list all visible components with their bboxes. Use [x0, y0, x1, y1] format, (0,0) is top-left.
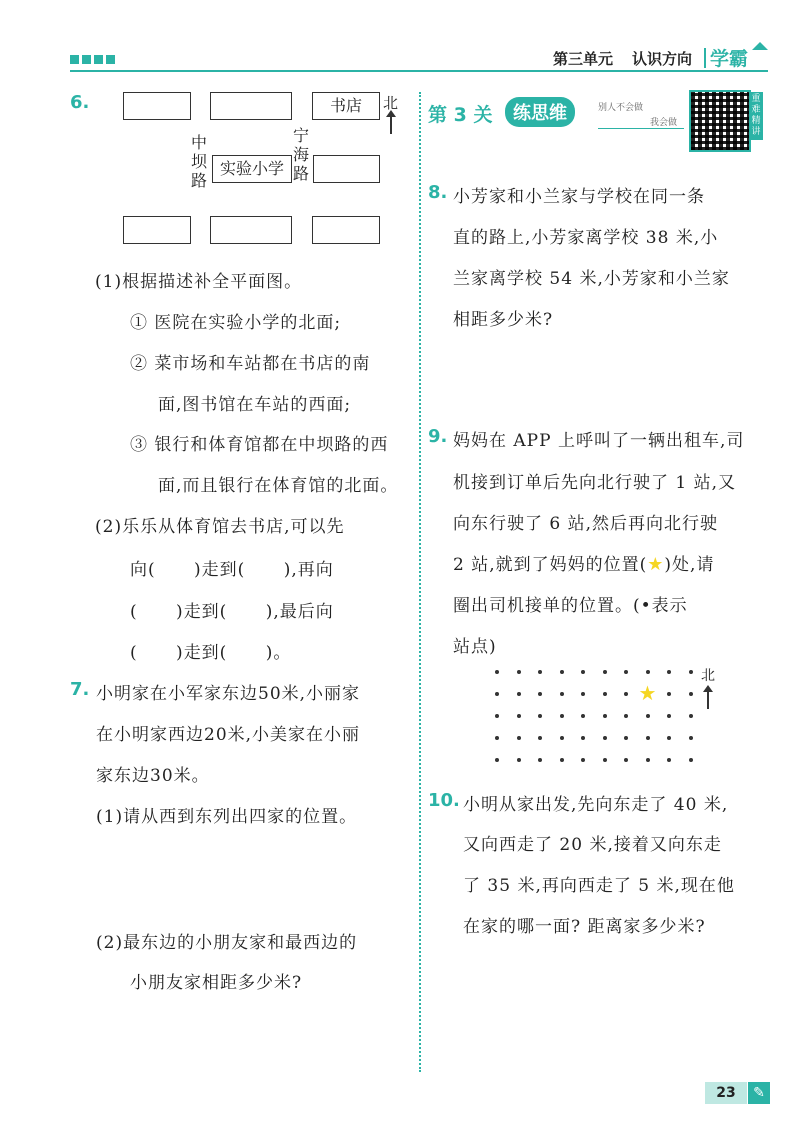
station-dot[interactable]	[538, 714, 542, 718]
station-dot[interactable]	[667, 714, 671, 718]
station-dot[interactable]	[646, 758, 650, 762]
q9-line4	[453, 550, 714, 575]
question-7-number: 7.	[70, 679, 90, 700]
question-9-number: 9.	[428, 426, 448, 447]
question-6-number: 6.	[70, 92, 90, 113]
level-underline	[598, 128, 684, 129]
station-dot[interactable]	[517, 670, 521, 674]
station-dot[interactable]	[560, 758, 564, 762]
north-label: 北	[383, 94, 399, 112]
grid-north-label: 北	[701, 668, 715, 684]
station-dot[interactable]	[581, 736, 585, 740]
map-box-blank[interactable]	[210, 216, 292, 244]
level-label: 第 3 关	[428, 104, 493, 126]
q6-item2a: ② 菜市场和车站都在书店的南	[130, 354, 371, 374]
q10-line3: 了 35 米,再向西走了 5 米,现在他	[463, 876, 735, 896]
q8-line2: 直的路上,小芳家离学校 38 米,小	[453, 228, 719, 248]
station-dot[interactable]	[581, 758, 585, 762]
header-square	[82, 55, 91, 64]
level-note-2: 我会做	[650, 118, 678, 128]
question-10-number: 10.	[428, 790, 460, 811]
header-rule	[70, 70, 768, 72]
question-8-number: 8.	[428, 182, 448, 203]
station-dot[interactable]	[667, 736, 671, 740]
q9-line1: 妈妈在 APP 上呼叫了一辆出租车,司	[453, 431, 745, 451]
north-arrow-head-icon	[386, 110, 396, 117]
station-dot[interactable]	[603, 714, 607, 718]
star-icon: ★	[647, 554, 665, 575]
station-dot[interactable]	[624, 714, 628, 718]
q7-line2: 在小明家西边20米,小美家在小丽	[96, 725, 361, 745]
station-dot[interactable]	[603, 670, 607, 674]
qr-side-label	[749, 92, 763, 140]
station-dot[interactable]	[581, 670, 585, 674]
q9-line3: 向东行驶了 6 站,然后再向北行驶	[453, 514, 719, 534]
map-box-label: 书店	[329, 96, 362, 115]
q9-line6: 站点)	[453, 637, 497, 657]
station-dot[interactable]	[689, 736, 693, 740]
station-dot[interactable]	[538, 758, 542, 762]
station-dot[interactable]	[495, 736, 499, 740]
q9-line2: 机接到订单后先向北行驶了 1 站,又	[453, 473, 737, 493]
station-dot[interactable]	[667, 758, 671, 762]
q7-part2-line2: 小朋友家相距多少米?	[130, 973, 303, 993]
north-arrow-icon	[390, 114, 392, 134]
grid-north-arrow-icon	[707, 689, 709, 709]
station-dot[interactable]	[689, 670, 693, 674]
station-dot[interactable]	[689, 714, 693, 718]
pencil-icon: ✎	[748, 1082, 770, 1104]
station-dot[interactable]	[646, 714, 650, 718]
station-dot[interactable]	[517, 736, 521, 740]
map-box-blank[interactable]	[123, 92, 191, 120]
station-dot[interactable]	[560, 714, 564, 718]
q9-line5: 圈出司机接单的位置。(•表示	[453, 596, 688, 616]
page-number-badge	[705, 1082, 747, 1104]
station-dot[interactable]	[560, 670, 564, 674]
level-title: 练思维	[513, 103, 567, 124]
q6-part2-line4: ( )走到( )。	[130, 643, 292, 663]
q6-item2b: 面,图书馆在车站的西面;	[158, 395, 352, 415]
station-dot[interactable]	[538, 736, 542, 740]
header-divider	[704, 48, 706, 68]
road-label-text: 宁海路	[292, 126, 309, 183]
q6-part2-line3: ( )走到( ),最后向	[130, 602, 334, 622]
station-dot[interactable]	[560, 692, 564, 696]
station-dot[interactable]	[495, 670, 499, 674]
column-divider	[419, 92, 421, 1072]
station-dot[interactable]	[495, 758, 499, 762]
map-box-blank[interactable]	[312, 216, 380, 244]
station-dot[interactable]	[689, 692, 693, 696]
q7-line1: 小明家在小军家东边50米,小丽家	[96, 684, 361, 704]
header-square	[70, 55, 79, 64]
road-label-zhongba	[190, 133, 210, 190]
brand-cap-icon	[752, 42, 768, 50]
q8-line3: 兰家离学校 54 米,小芳家和小兰家	[453, 269, 730, 289]
q8-line1: 小芳家和小兰家与学校在同一条	[453, 187, 705, 207]
header-square	[94, 55, 103, 64]
header-unit: 第三单元	[553, 50, 614, 68]
q7-part2-line1: (2)最东边的小朋友家和最西边的	[96, 933, 358, 953]
station-dot[interactable]	[603, 736, 607, 740]
q10-line1: 小明从家出发,先向东走了 40 米,	[463, 795, 729, 815]
map-box-bookstore	[312, 92, 380, 120]
station-dot[interactable]	[560, 736, 564, 740]
q7-part1: (1)请从西到东列出四家的位置。	[96, 807, 358, 827]
station-dot[interactable]	[624, 692, 628, 696]
station-dot[interactable]	[667, 692, 671, 696]
q8-line4: 相距多少米?	[453, 310, 554, 330]
page-number: 23	[716, 1085, 736, 1101]
station-dot[interactable]	[646, 670, 650, 674]
station-dot[interactable]	[581, 714, 585, 718]
q9-line4a: 2 站,就到了妈妈的位置(	[453, 555, 648, 575]
qr-side-text: 重难精讲	[751, 94, 761, 137]
station-dot[interactable]	[495, 692, 499, 696]
q9-line4b: )处,请	[664, 555, 715, 575]
map-box-blank[interactable]	[313, 155, 380, 183]
station-dot[interactable]	[646, 736, 650, 740]
road-label-text: 中坝路	[190, 133, 207, 190]
station-grid	[495, 670, 725, 790]
station-dot[interactable]	[603, 692, 607, 696]
q7-line3: 家东边30米。	[96, 766, 210, 786]
station-dot[interactable]	[624, 758, 628, 762]
grid-north-arrow-head-icon	[703, 685, 713, 692]
station-dot[interactable]	[517, 714, 521, 718]
q6-part2-line1: (2)乐乐从体育馆去书店,可以先	[95, 517, 345, 537]
level-note-1: 别人不会做	[598, 103, 644, 113]
mother-position-star-icon: ★	[638, 681, 657, 705]
map-box-school	[212, 155, 292, 183]
station-dot[interactable]	[667, 670, 671, 674]
q10-line4: 在家的哪一面? 距离家多少米?	[463, 917, 706, 937]
q10-line2: 又向西走了 20 米,接着又向东走	[463, 835, 722, 855]
station-dot[interactable]	[517, 692, 521, 696]
road-label-ninghai	[292, 126, 312, 183]
header-square	[106, 55, 115, 64]
station-dot[interactable]	[581, 692, 585, 696]
station-dot[interactable]	[517, 758, 521, 762]
q6-part2-line2: 向( )走到( ),再向	[130, 560, 334, 580]
q6-item3b: 面,而且银行在体育馆的北面。	[158, 476, 399, 496]
station-dot[interactable]	[538, 692, 542, 696]
station-dot[interactable]	[603, 758, 607, 762]
map-box-blank[interactable]	[123, 216, 191, 244]
map-box-blank[interactable]	[210, 92, 292, 120]
station-dot[interactable]	[538, 670, 542, 674]
q6-item1: ① 医院在实验小学的北面;	[130, 313, 342, 333]
station-dot[interactable]	[624, 670, 628, 674]
header-section: 认识方向	[632, 50, 693, 68]
station-dot[interactable]	[689, 758, 693, 762]
q6-part1: (1)根据描述补全平面图。	[95, 272, 303, 292]
q7-answer-area-1[interactable]	[96, 830, 396, 910]
station-dot[interactable]	[624, 736, 628, 740]
level-title-badge	[505, 97, 575, 127]
brand-logo: 学霸	[710, 48, 749, 70]
map-box-label: 实验小学	[219, 159, 284, 178]
q6-item3a: ③ 银行和体育馆都在中坝路的西	[130, 435, 389, 455]
station-dot[interactable]	[495, 714, 499, 718]
qr-code-icon[interactable]	[689, 90, 751, 152]
